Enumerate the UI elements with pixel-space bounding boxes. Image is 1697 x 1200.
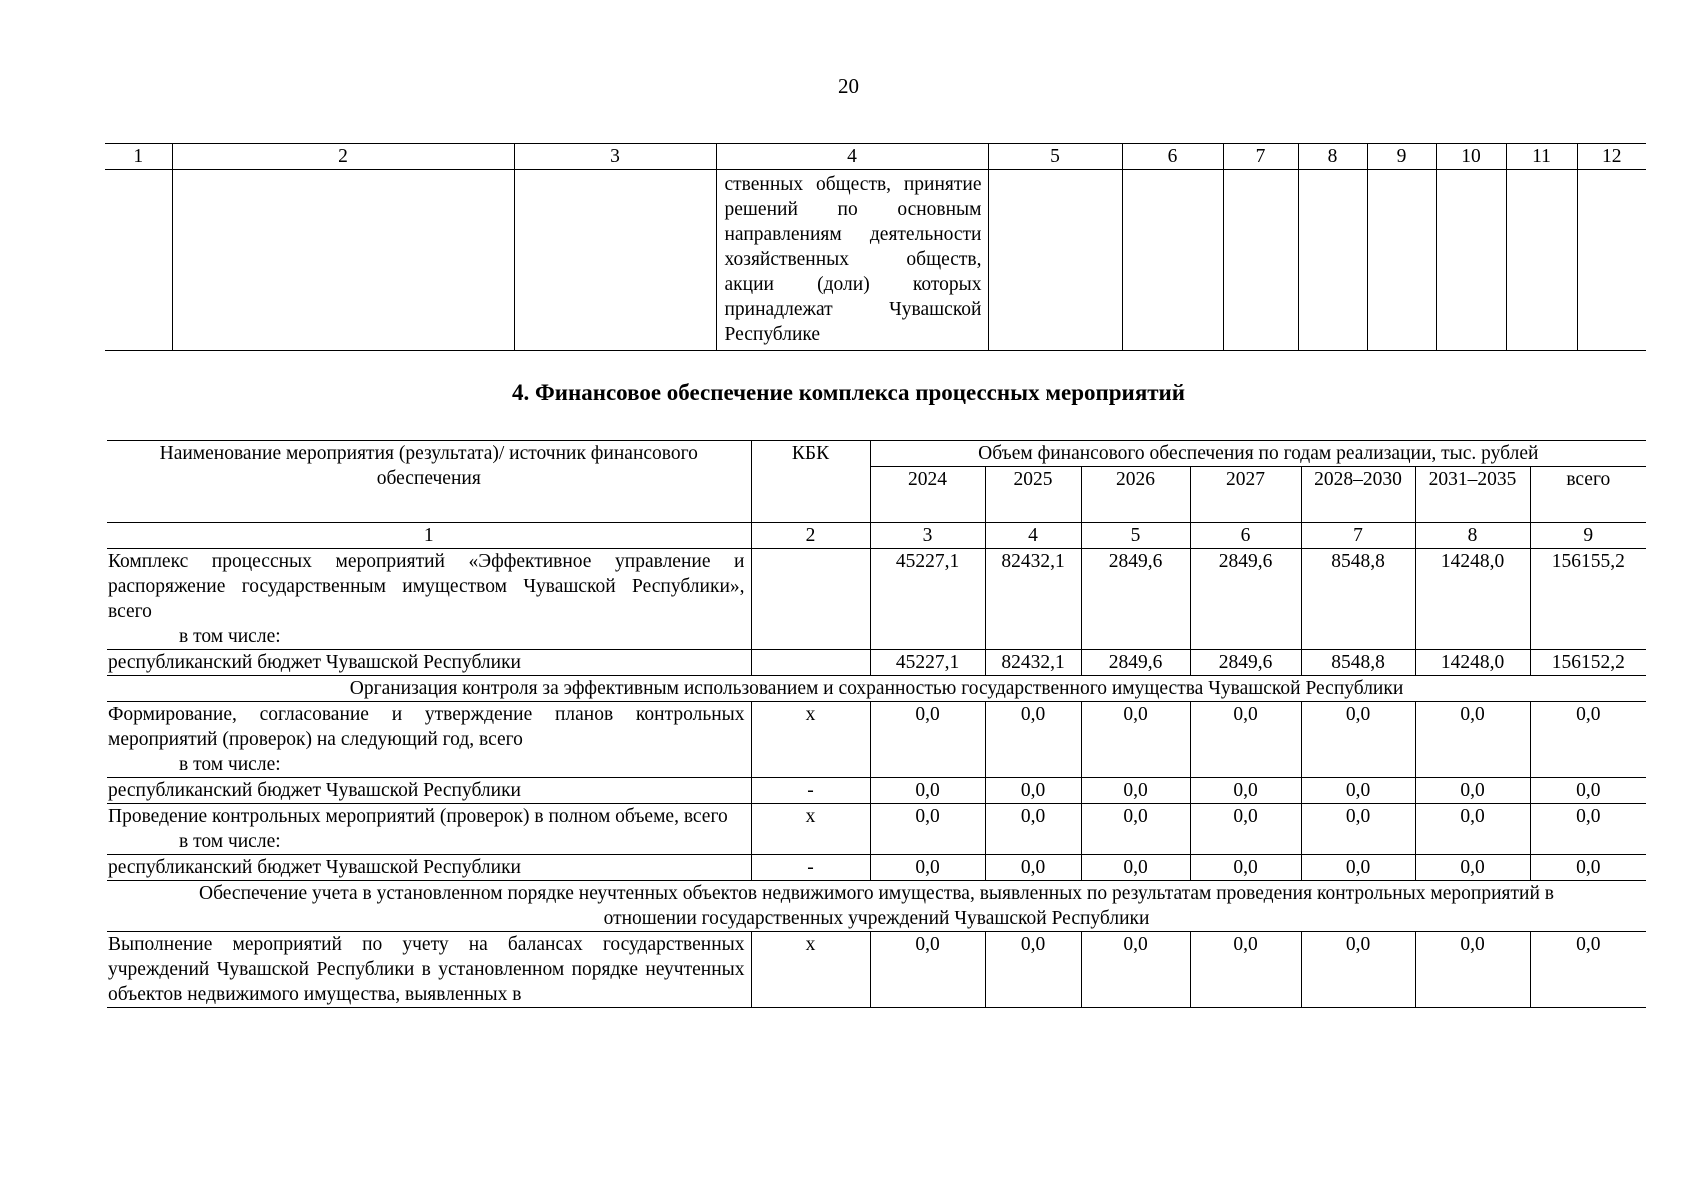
value-cell: 14248,0 [1415, 549, 1530, 650]
section-heading: Обеспечение учета в установленном порядке неучтенных объектов недвижимого имущества, выявленных по результатам проведения контрольных мероприятий в отношении государственных учреждений Чувашской Республики [107, 881, 1646, 932]
item-name: Проведение контрольных мероприятий (проверок) в полном объеме, всего [108, 806, 728, 827]
column-number: 1 [105, 144, 172, 170]
source-name: республиканский бюджет Чувашской Республики [107, 778, 751, 804]
source-name: республиканский бюджет Чувашской Республики [107, 650, 751, 676]
column-number: 8 [1298, 144, 1367, 170]
column-number: 6 [1122, 144, 1223, 170]
value-cell: 14248,0 [1415, 650, 1530, 676]
table-row [105, 170, 1646, 351]
column-number-row [107, 523, 1646, 549]
table-row [107, 778, 1646, 804]
value-cell: 0,0 [1190, 804, 1301, 855]
item-sub-label: в том числе: [179, 831, 281, 852]
item-sub-label: в том числе: [179, 754, 281, 775]
column-number: 4 [716, 144, 988, 170]
value-cell: 2849,6 [1190, 650, 1301, 676]
kbk-cell: х [751, 932, 870, 1008]
value-cell: 2849,6 [1190, 549, 1301, 650]
table-row [107, 932, 1646, 1008]
value-cell: 0,0 [1415, 855, 1530, 881]
item-name: Выполнение мероприятий по учету на балансах государственных учреждений Чувашской Республики в установленном порядке неучтенных объектов недвижимого имущества, выявленных в [107, 932, 751, 1008]
value-cell: 0,0 [870, 932, 985, 1008]
value-cell: 0,0 [1530, 932, 1646, 1008]
section-title: 4. Финансовое обеспечение комплекса процессных мероприятий [511, 380, 1186, 405]
value-cell: 2849,6 [1081, 549, 1190, 650]
value-cell: 0,0 [985, 702, 1081, 778]
value-cell: 0,0 [1415, 702, 1530, 778]
section-row [107, 881, 1646, 932]
section-row [107, 676, 1646, 702]
header-year: 2025 [985, 467, 1081, 523]
header-name: Наименование мероприятия (результата)/ источник финансового обеспечения [107, 441, 751, 523]
financial-table [107, 440, 1646, 1008]
value-cell: 0,0 [1081, 932, 1190, 1008]
header-year: 2028–2030 [1301, 467, 1415, 523]
value-cell: 0,0 [870, 778, 985, 804]
value-cell: 8548,8 [1301, 549, 1415, 650]
value-cell: 0,0 [1530, 804, 1646, 855]
column-number: 3 [514, 144, 716, 170]
column-number: 1 [107, 523, 751, 549]
value-cell: 156152,2 [1530, 650, 1646, 676]
header-year: 2024 [870, 467, 985, 523]
table-row [107, 855, 1646, 881]
section-heading: Организация контроля за эффективным использованием и сохранностью государственного имущества Чувашской Республики [107, 676, 1646, 702]
value-cell: 0,0 [1301, 702, 1415, 778]
column-number: 5 [988, 144, 1122, 170]
value-cell: 0,0 [1081, 778, 1190, 804]
continuation-table [105, 143, 1646, 351]
value-cell: 2849,6 [1081, 650, 1190, 676]
column-number: 2 [751, 523, 870, 549]
value-cell: 0,0 [1415, 804, 1530, 855]
value-cell: 0,0 [1301, 932, 1415, 1008]
column-number: 7 [1301, 523, 1415, 549]
column-number: 8 [1415, 523, 1530, 549]
value-cell: 0,0 [1301, 855, 1415, 881]
value-cell: 0,0 [870, 855, 985, 881]
header-kbk: КБК [751, 441, 870, 523]
column-number: 2 [172, 144, 514, 170]
value-cell: 0,0 [1415, 778, 1530, 804]
header-year: 2031–2035 [1415, 467, 1530, 523]
column-number: 12 [1577, 144, 1646, 170]
column-number: 4 [985, 523, 1081, 549]
value-cell: 8548,8 [1301, 650, 1415, 676]
value-cell: 0,0 [1081, 702, 1190, 778]
value-cell: 0,0 [1190, 702, 1301, 778]
value-cell: 0,0 [1081, 855, 1190, 881]
item-sub-label: в том числе: [179, 626, 281, 647]
value-cell: 82432,1 [985, 549, 1081, 650]
value-cell: 156155,2 [1530, 549, 1646, 650]
item-name-cell [107, 804, 751, 855]
source-name: республиканский бюджет Чувашской Республики [107, 855, 751, 881]
value-cell: 0,0 [1415, 932, 1530, 1008]
table-row [107, 549, 1646, 650]
kbk-cell [751, 549, 870, 650]
kbk-cell: х [751, 702, 870, 778]
kbk-cell: - [751, 778, 870, 804]
value-cell: 0,0 [1301, 804, 1415, 855]
header-year: всего [1530, 467, 1646, 523]
page-number: 20 [838, 74, 859, 98]
continuation-text: ственных обществ, принятие решений по основным направлениям деятельности хозяйственных обществ, акции (доли) которых принадлежат Чувашской Республике [716, 170, 988, 351]
value-cell: 0,0 [1190, 855, 1301, 881]
value-cell: 0,0 [1301, 778, 1415, 804]
value-cell: 0,0 [985, 778, 1081, 804]
table-row [107, 702, 1646, 778]
value-cell: 0,0 [1190, 932, 1301, 1008]
item-name: Формирование, согласование и утверждение планов контрольных мероприятий (проверок) на следующий год, всего [108, 704, 745, 750]
column-number: 6 [1190, 523, 1301, 549]
value-cell: 0,0 [1190, 778, 1301, 804]
value-cell: 0,0 [985, 804, 1081, 855]
value-cell: 0,0 [1081, 804, 1190, 855]
column-number: 5 [1081, 523, 1190, 549]
value-cell: 0,0 [985, 932, 1081, 1008]
header-year: 2027 [1190, 467, 1301, 523]
header-year: 2026 [1081, 467, 1190, 523]
item-name: Комплекс процессных мероприятий «Эффективное управление и распоряжение государственным имуществом Чувашской Республики», всего [108, 551, 745, 622]
value-cell: 0,0 [870, 804, 985, 855]
table-row [107, 804, 1646, 855]
column-number: 10 [1436, 144, 1506, 170]
column-number: 7 [1223, 144, 1298, 170]
column-number: 3 [870, 523, 985, 549]
header-volume: Объем финансового обеспечения по годам реализации, тыс. рублей [870, 441, 1646, 467]
kbk-cell [751, 650, 870, 676]
value-cell: 0,0 [1530, 778, 1646, 804]
kbk-cell: - [751, 855, 870, 881]
column-number: 11 [1506, 144, 1577, 170]
item-name-cell [107, 549, 751, 650]
column-number: 9 [1530, 523, 1646, 549]
value-cell: 82432,1 [985, 650, 1081, 676]
value-cell: 0,0 [1530, 702, 1646, 778]
table-row [107, 650, 1646, 676]
value-cell: 0,0 [1530, 855, 1646, 881]
kbk-cell: х [751, 804, 870, 855]
item-name-cell [107, 702, 751, 778]
value-cell: 45227,1 [870, 549, 985, 650]
column-number-row [105, 144, 1646, 170]
value-cell: 0,0 [985, 855, 1081, 881]
value-cell: 45227,1 [870, 650, 985, 676]
value-cell: 0,0 [870, 702, 985, 778]
column-number: 9 [1367, 144, 1436, 170]
